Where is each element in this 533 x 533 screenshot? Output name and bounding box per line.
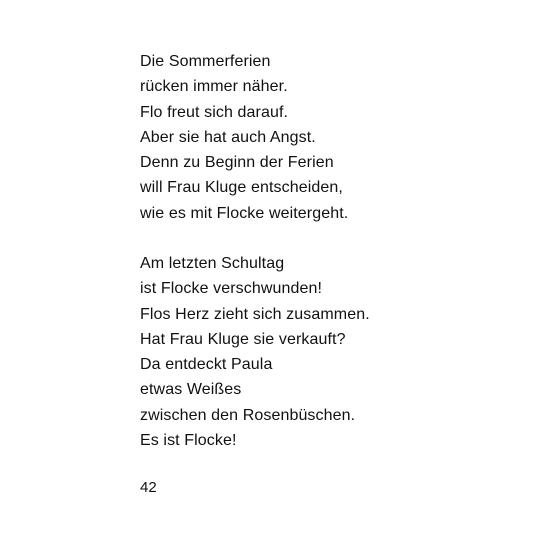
- stanza-1: [140, 49, 348, 226]
- text-line: Denn zu Beginn der Ferien: [140, 154, 334, 172]
- stanza-2: [140, 251, 370, 453]
- text-line: Hat Frau Kluge sie verkauft?: [140, 330, 346, 348]
- text-line: zwischen den Rosenbüschen.: [140, 406, 356, 424]
- text-line: Aber sie hat auch Angst.: [140, 128, 316, 146]
- text-line: Die Sommerferien: [140, 53, 271, 70]
- text-line: Es ist Flocke!: [140, 432, 237, 450]
- page-number: 42: [140, 479, 157, 496]
- text-line: will Frau Kluge entscheiden,: [140, 179, 343, 197]
- text-line: wie es mit Flocke weitergeht.: [140, 204, 349, 222]
- text-line: ist Flocke verschwunden!: [140, 280, 323, 298]
- text-line: etwas Weißes: [140, 381, 242, 399]
- text-line: Flos Herz zieht sich zusammen.: [140, 305, 370, 323]
- text-line: Flo freut sich darauf.: [140, 103, 289, 121]
- text-line: Am letzten Schultag: [140, 255, 285, 272]
- text-line: Da entdeckt Paula: [140, 356, 273, 374]
- text-line: rücken immer näher.: [140, 78, 288, 96]
